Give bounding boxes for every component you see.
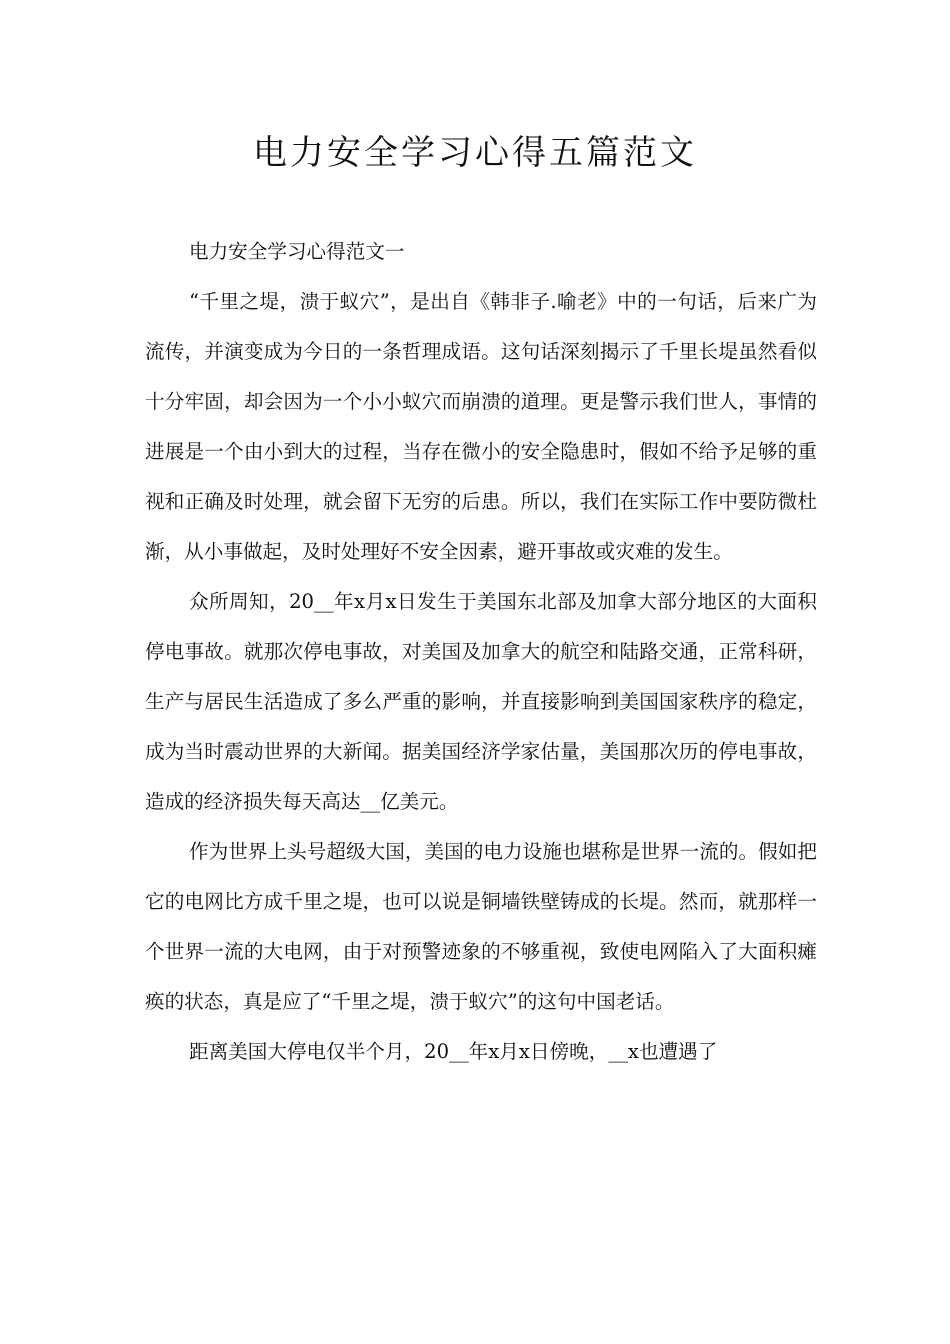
paragraph-2: 众所周知，20__年x月x日发生于美国东北部及加拿大部分地区的大面积停电事故。就那次停电事故，对美国及加拿大的航空和陆路交通，正常科研，生产与居民生活造成了多么严重的影响，并直接影响到美国国家秩序的稳定，成为当时震动世界的大新闻。据美国经济学家估量，美国那次历的停电事故，造成的经济损失每天高达__亿美元。 <box>145 590 817 813</box>
paragraph-4: 距离美国大停电仅半个月，20__年x月x日傍晚，__x也遭遇了 <box>189 1040 718 1063</box>
document-title: 电力安全学习心得五篇范文 <box>253 133 697 173</box>
paragraph-1: “千里之堤，溃于蚁穴”，是出自《韩非子.喻老》中的一句话，后来广为流传，并演变成为今日的一条哲理成语。这句话深刻揭示了千里长堤虽然看似十分牢固，却会因为一个小小蚁穴而崩溃的道理。更是警示我们世人，事情的进展是一个由小到大的过程，当存在微小的安全隐患时，假如不给予足够的重视和正确及时处理，就会留下无穷的后患。所以，我们在实际工作中要防微杜渐，从小事做起，及时处理好不安全因素，避开事故或灾难的发生。 <box>145 290 817 563</box>
section-heading: 电力安全学习心得范文一 <box>189 240 405 263</box>
document-body <box>145 227 817 1077</box>
paragraph-3: 作为世界上头号超级大国，美国的电力设施也堪称是世界一流的。假如把它的电网比方成千里之堤，也可以说是铜墙铁壁铸成的长堤。然而，就那样一个世界一流的大电网，由于对预警迹象的不够重视，致使电网陷入了大面积瘫痪的状态，真是应了“千里之堤，溃于蚁穴”的这句中国老话。 <box>145 840 817 1013</box>
